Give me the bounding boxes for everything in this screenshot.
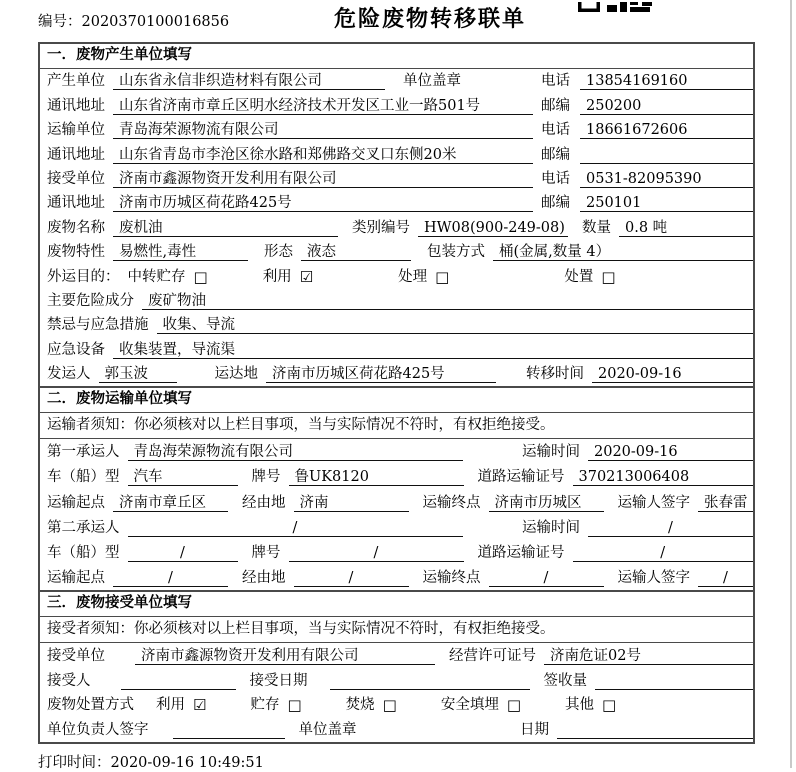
producer-unit-label: 产生单位 [47,73,105,90]
via-label: 经由地 [242,494,286,511]
zip-label: 邮编 [541,97,570,114]
vehicle-row-1 [40,464,753,489]
purpose-option-label: 利用 [262,268,292,285]
unit-seal-label: 单位盖章 [298,721,357,738]
phone-label: 电话 [541,170,570,187]
section-transporter-title: 二．废物运输单位填写 [40,388,753,413]
transport-address-value: 山东省青岛市李沧区徐水路和郑佛路交叉口东侧20米 [113,146,533,164]
transport-zip-field [541,143,753,164]
carrier-sign-2-value: / [698,569,753,587]
first-carrier-row [40,439,753,464]
road-permit-label: 道路运输证号 [477,545,565,562]
page-title: 危险废物转移联单 [333,7,526,32]
waste-name-label: 废物名称 [47,219,105,236]
phone-label: 电话 [541,73,570,90]
section-receiver-title: 三．废物接受单位填写 [40,592,753,617]
packing-value: 桶(金属,数量 4） [493,243,753,261]
address-label: 通讯地址 [47,146,105,163]
accept-unit-value: 济南市鑫源物资开发利用有限公司 [135,647,435,665]
route-row-2 [40,565,753,590]
plate-number-2-value: / [289,544,464,562]
shipper-value: 郭玉波 [99,365,177,383]
via-label: 经由地 [242,570,286,587]
form-state-value: 液态 [301,243,411,261]
checkbox-unchecked-icon: □ [193,267,208,286]
transfer-time-label: 转移时间 [526,366,584,383]
receiver-unit-row [40,167,753,191]
emergency-measures-value: 收集、导流 [157,316,754,334]
form-state-label: 形态 [264,244,293,261]
via-2-value: / [294,569,409,587]
transport-unit-label: 运输单位 [47,122,105,139]
producer-unit-value: 山东省永信非织造材料有限公司 [113,72,385,90]
checkbox-unchecked-icon: □ [287,696,302,715]
transporter-notice: 运输者须知：你必须核对以上栏目事项，当与实际情况不符时，有权拒绝接受。 [40,413,753,439]
transport-phone-value: 18661672606 [580,121,753,139]
transport-phone-field [541,118,753,139]
producer-address-row [40,93,753,117]
signed-amount-label: 签收量 [543,672,587,689]
unit-seal-label: 单位盖章 [403,73,461,90]
disposal-option-label: 其他 [565,697,595,714]
disposal-option-label: 安全填埋 [440,697,499,714]
date-label: 日期 [520,721,549,738]
vehicle-type-label: 车（船）型 [47,545,120,562]
transport-time-label: 运输时间 [522,444,580,461]
disposal-option-landfill [441,693,521,714]
carrier-sign-label: 运输人签字 [617,570,690,587]
phone-label: 电话 [541,122,570,139]
producer-address-value: 山东省济南市章丘区明水经济技术开发区工业一路501号 [113,97,533,115]
checkbox-unchecked-icon: □ [506,696,522,715]
disposal-option-label: 贮存 [250,697,280,714]
producer-zip-field [541,94,753,115]
waste-traits-row [40,240,753,264]
purpose-option-treat [398,265,449,286]
shipper-label: 发运人 [47,366,91,383]
doc-number-value: 2020370100016856 [81,14,230,30]
disposal-method-label: 废物处置方式 [47,697,134,714]
doc-number-label: 编号： [38,14,82,30]
quantity-label: 数量 [582,219,611,236]
receiver-notice: 接受者须知：你必须核对以上栏目事项，当与实际情况不符时，有权拒绝接受。 [40,617,753,643]
transport-address-row [40,142,753,166]
receiver-phone-value: 0531-82095390 [580,170,753,188]
transport-time-value: 2020-09-16 [588,443,753,461]
plate-number-label: 牌号 [251,545,281,562]
accept-person-value [121,672,236,690]
emergency-equipment-value: 收集装置，导流渠 [113,341,753,359]
end-label: 运输终点 [422,570,481,587]
disposal-option-use [156,693,206,714]
route-row-1 [40,489,753,514]
transport-unit-row [40,118,753,142]
transfer-form [38,42,755,744]
manager-sign-row [40,717,753,742]
first-carrier-value: 青岛海荣源物流有限公司 [128,443,463,461]
purpose-option-dispose [564,265,615,286]
qr-code-fragment-icon [578,0,652,10]
waste-name-row [40,215,753,239]
road-permit-value: 370213006408 [573,468,754,486]
print-time: 打印时间：2020-09-16 10:49:51 [38,754,264,771]
road-permit-label: 道路运输证号 [477,469,565,486]
checkbox-unchecked-icon: □ [602,696,617,715]
purpose-option-label: 处置 [564,268,594,285]
document-header [0,0,796,42]
receiver-address-value: 济南市历城区荷花路425号 [113,194,533,212]
receiver-zip-field [541,191,753,212]
section-producer [40,44,753,386]
vehicle-row-2 [40,540,753,565]
vehicle-type-2-value: / [128,544,238,562]
waste-traits-value: 易燃性,毒性 [113,243,248,261]
disposal-option-label: 利用 [156,697,185,714]
emergency-equipment-row [40,337,753,361]
receiver-unit-value: 济南市鑫源物资开发利用有限公司 [113,170,533,188]
disposal-method-row [40,693,753,718]
origin-label: 运输起点 [47,570,105,587]
disposal-option-burn [346,693,397,714]
accept-date-label: 接受日期 [249,672,308,689]
transport-purpose-row [40,264,753,288]
receiver-unit-label: 接受单位 [47,170,105,187]
address-label: 通讯地址 [47,97,105,114]
origin-2-value: / [113,569,228,587]
section-transporter [40,386,753,590]
plate-number-label: 牌号 [251,469,281,486]
emergency-equipment-label: 应急设备 [47,341,105,358]
carrier-sign-label: 运输人签字 [617,494,690,511]
quantity-value: 0.8 吨 [619,219,753,237]
packing-label: 包装方式 [427,244,485,261]
producer-phone-field [541,69,753,90]
receiver-zip-value: 250101 [580,194,753,212]
producer-unit-row [40,69,753,93]
accept-person-row [40,668,753,693]
address-label: 通讯地址 [47,195,105,212]
vehicle-type-label: 车（船）型 [47,469,120,486]
transport-time-2-value: / [588,519,753,537]
end-label: 运输终点 [422,494,481,511]
license-label: 经营许可证号 [449,647,536,664]
manager-sign-value [173,721,285,739]
emergency-measures-row [40,313,753,337]
hazard-component-label: 主要危险成分 [47,292,134,309]
checkbox-unchecked-icon: □ [382,696,397,715]
category-code-value: HW08(900-249-08) [418,219,568,237]
accept-date-value [330,672,530,690]
producer-phone-value: 13854169160 [580,72,753,90]
transfer-time-value: 2020-09-16 [592,365,753,383]
purpose-option-label: 中转贮存 [127,268,186,285]
category-code-label: 类别编号 [352,219,410,236]
receiver-phone-field [541,167,753,188]
purpose-option-storage [128,265,208,286]
zip-label: 邮编 [541,146,570,163]
carrier-sign-value: 张春雷 [698,494,753,512]
receiver-address-row [40,191,753,215]
second-carrier-label: 第二承运人 [47,519,120,536]
license-value: 济南危证02号 [544,647,753,665]
section-producer-title: 一．废物产生单位填写 [40,44,753,69]
hazard-component-row [40,289,753,313]
origin-value: 济南市章丘区 [113,494,228,512]
accept-unit-label: 接受单位 [47,647,105,664]
checkbox-checked-icon: ☑ [193,696,207,715]
accept-person-label: 接受人 [47,672,91,689]
first-carrier-label: 第一承运人 [47,444,120,461]
plate-number-value: 鲁UK8120 [289,468,464,486]
hazard-component-value: 废矿物油 [142,292,753,310]
signed-amount-value [595,672,753,690]
waste-name-value: 废机油 [113,219,338,237]
purpose-option-use [263,265,313,286]
transport-zip-value [580,146,753,164]
manager-sign-label: 单位负责人签字 [47,721,149,738]
transport-purpose-label: 外运目的： [47,268,120,285]
end-value: 济南市历城区 [489,494,604,512]
destination-label: 运达地 [214,366,258,383]
disposal-option-other [565,693,616,714]
origin-label: 运输起点 [47,494,105,511]
second-carrier-row [40,515,753,540]
producer-zip-value: 250200 [580,97,753,115]
date-value [557,721,753,739]
transport-unit-value: 青岛海荣源物流有限公司 [113,121,533,139]
checkbox-unchecked-icon: □ [435,267,450,286]
destination-value: 济南市历城区荷花路425号 [266,365,496,383]
checkbox-checked-icon: ☑ [299,267,314,286]
transport-time-label: 运输时间 [522,519,580,536]
emergency-measures-label: 禁忌与应急措施 [47,317,149,334]
purpose-option-label: 处理 [398,268,428,285]
waste-traits-label: 废物特性 [47,244,105,261]
shipper-row [40,362,753,386]
zip-label: 邮编 [541,195,570,212]
end-2-value: / [489,569,604,587]
vehicle-type-value: 汽车 [128,468,238,486]
checkbox-unchecked-icon: □ [601,267,616,286]
accept-unit-row [40,643,753,668]
disposal-option-label: 焚烧 [345,697,375,714]
page-edge-line [790,0,792,768]
via-value: 济南 [294,494,409,512]
second-carrier-value: / [128,519,463,537]
disposal-option-store [250,693,301,714]
section-receiver [40,590,753,742]
road-permit-2-value: / [573,544,754,562]
